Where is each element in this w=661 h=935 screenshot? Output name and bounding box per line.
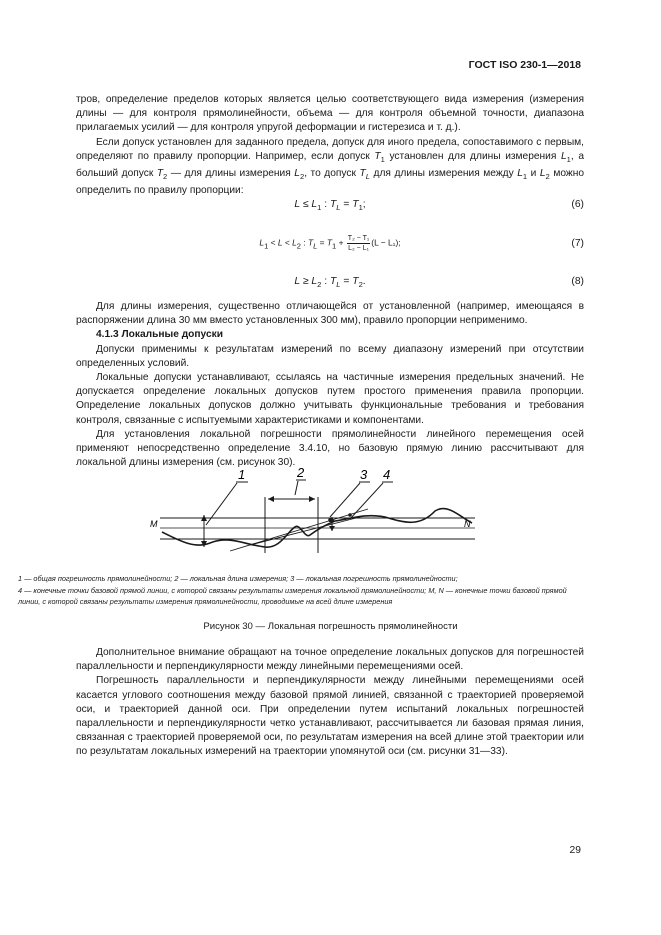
- endpoint-dot: [348, 513, 352, 517]
- legend-line-1: 1 — общая погрешность прямолинейности; 2 — локальная длина измерения; 3 — локальная погрешность прямолинейности;: [18, 574, 458, 583]
- paragraph-inapplicable: Для длины измерения, существенно отличающейся от установленной (например, имеющаяся в распоряжении длина 30 мм вместо установленных 300 мм), правило пропорции неприменимо.: [76, 301, 584, 327]
- legend-line-2: 4 — конечные точки базовой прямой линии, с которой связаны результаты измерения локальной прямолинейности; M, N — конечные точки базовой прямой линии, с которой связаны результаты измерения прямолинейности, проводимые на всей длине измерения: [18, 585, 567, 607]
- paragraph-local-tolerances: Локальные допуски устанавливают, ссылаясь на частичные измерения предельных значений. Не допускается определение локальных допусков путем простого применения правила пропорции. Определение локальных допусков должно учитывать функциональные требования и требования контроля, связанные с испытуемыми характеристиками и компонентами.: [76, 372, 584, 426]
- arrow-head: [309, 496, 315, 502]
- leader-2: [295, 481, 298, 495]
- figure-label-4: 4: [383, 467, 391, 482]
- document-header: ГОСТ ISO 230-1—2018: [468, 59, 581, 71]
- leader-3: [330, 483, 360, 517]
- paragraph-local-straightness: Для установления локальной погрешности прямолинейности линейного перемещения осей применяют непосредственно определение 3.4.10, но базовую прямую линию рассчитывают для локальной длины измерения (см. рисунок 30).: [76, 428, 584, 469]
- figure-legend: [18, 573, 584, 608]
- figure-label-2: 2: [297, 465, 305, 480]
- figure-caption: Рисунок 30 — Локальная погрешность прямолинейности: [203, 621, 458, 632]
- page-number: 29: [569, 845, 581, 856]
- local-reference-line-2: [250, 517, 360, 545]
- figure-label-1: 1: [238, 467, 246, 482]
- point-m-label: M: [150, 519, 158, 529]
- figure-label-3: 3: [360, 467, 368, 482]
- fraction: $\frac{\text{T₂ − T₁}}{\text{L₂ − L₁}}$: [347, 235, 370, 252]
- closing-text-block: [76, 646, 584, 760]
- paragraph-continuation: тров, определение пределов которых является целью соответствующего вида измерения (измерения длины — для контроля прямолинейности, объема — для контроля объемной точности, диапазона прилагаемых усилий — для контроля упругой деформации и гистерезиса и т. д.).: [76, 94, 584, 134]
- local-tolerance-text-block: [76, 300, 584, 470]
- arrow-head: [268, 496, 274, 502]
- formula-number: (7): [571, 238, 584, 249]
- point-n-label: N: [464, 519, 471, 529]
- endpoint-dot: [328, 518, 332, 522]
- paragraph-tolerances: Допуски применимы к результатам измерений по всему диапазону измерений при отсутствии определенных условий.: [76, 343, 584, 369]
- figure-30-diagram: [150, 465, 480, 565]
- arrow-head: [329, 526, 335, 531]
- paragraph-proportion-rule: Если допуск установлен для заданного предела, допуск для иного предела, сопоставимого с первым, определяют по правилу пропорции. Например, если допуск $T_1$ установлен для длины измерения $L_1$, а больший допуск $T_2$ — для длины измерения $L_2$, то допуск $T_L$ для длины измерения между $L_1$ и $L_2$ можно определить по правилу пропорции:: [76, 136, 585, 197]
- formula-number: (8): [571, 276, 584, 287]
- intro-text-block: [76, 93, 584, 198]
- formula-number: (6): [571, 199, 584, 210]
- section-heading: 4.1.3 Локальные допуски: [96, 329, 223, 341]
- paragraph-parallelism: Погрешность параллельности и перпендикулярности между линейными перемещениями осей касается углового соотношения между базовой прямой линией, связанной с траекторией проверяемой оси, и траекторией данной оси. При определении путем испытаний локальных погрешностей параллельности и перпендикулярности четко устанавливают, рассчитывается ли базовая прямая линия, связанная с траекторией проверяемой оси, по результатам измерения на всей длине этой траектории или по результатам локальных измерений на траектории упомянутой оси (см. рисунки 31—33).: [76, 675, 584, 758]
- paragraph-additional-attention: Дополнительное внимание обращают на точное определение локальных допусков для погрешностей параллельности и перпендикулярности между линейными перемещениями осей.: [76, 647, 584, 673]
- formula-7: $L_1 < L < L_2$ : $T_L = T_1$ + $\frac{\text{T₂ − T₁}}{\text{L₂ − L₁}}$ (L − L₁); (7): [259, 235, 584, 252]
- leader-1: [206, 483, 237, 525]
